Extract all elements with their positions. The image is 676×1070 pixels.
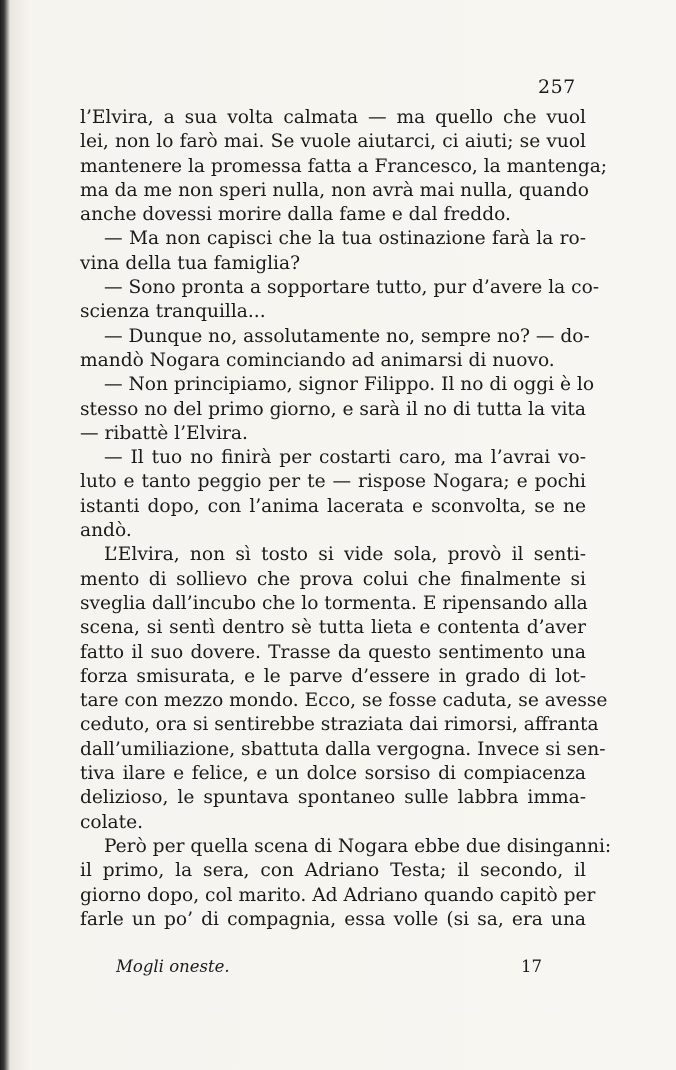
- text-line: vina della tua famiglia?: [80, 252, 301, 274]
- text-line: istanti dopo, con l’anima lacerata e sconvolta, se ne: [80, 495, 586, 517]
- text-line: L’Elvira, non sì tosto si vide sola, provò il senti-: [104, 544, 586, 566]
- page-number: 257: [538, 76, 576, 98]
- signature-mark: 17: [521, 957, 542, 976]
- text-line: andò.: [80, 520, 132, 542]
- text-line: l’Elvira, a sua volta calmata — ma quello che vuol: [80, 107, 586, 128]
- text-line: tiva ilare e felice, e un dolce sorsiso di compiacenza: [80, 763, 586, 785]
- text-line: dall’umiliazione, sbattuta dalla vergogna. Invece si sen-: [80, 738, 606, 760]
- text-line: — ribattè l’Elvira.: [80, 422, 248, 444]
- text-line: luto e tanto peggio per te — rispose Nogara; e pochi: [80, 471, 586, 493]
- text-line: — Dunque no, assolutamente no, sempre no? — do-: [104, 325, 590, 347]
- text-line: scienza tranquilla...: [80, 301, 266, 323]
- text-line: delizioso, le spuntava spontaneo sulle labbra imma-: [80, 787, 586, 809]
- text-line: sveglia dall’incubo che lo tormenta. E ripensando alla: [80, 592, 588, 614]
- text-line: farle un po’ di compagnia, essa volle (si sa, era una: [80, 908, 586, 930]
- text-line: colate.: [80, 811, 144, 833]
- text-line: Però per quella scena di Nogara ebbe due disinganni:: [104, 835, 612, 857]
- text-line: ceduto, ora si sentirebbe straziata dai rimorsi, affranta: [80, 714, 599, 736]
- text-line: fatto il suo dovere. Trasse da questo sentimento una: [80, 641, 586, 663]
- text-line: — Il tuo no finirà per costarti caro, ma l’avrai vo-: [104, 447, 586, 469]
- body-text: [80, 106, 612, 932]
- running-title: Mogli oneste.: [116, 957, 230, 976]
- text-line: mento di sollievo che prova colui che finalmente si: [80, 568, 586, 590]
- text-line: — Ma non capisci che la tua ostinazione farà la ro-: [104, 228, 586, 250]
- text-line: — Sono pronta a sopportare tutto, pur d’avere la co-: [104, 277, 600, 299]
- text-line: lei, non lo farò mai. Se vuole aiutarci, ci aiuti; se vuol: [80, 131, 586, 153]
- text-line: tare con mezzo mondo. Ecco, se fosse caduta, se avesse: [80, 690, 608, 712]
- text-line: forza smisurata, e le parve d’essere in grado di lot-: [80, 665, 586, 687]
- text-line: stesso no del primo giorno, e sarà il no di tutta la vita: [80, 398, 586, 420]
- text-line: mandò Nogara cominciando ad animarsi di nuovo.: [80, 349, 555, 371]
- text-line: mantenere la promessa fatta a Francesco, la mantenga;: [80, 155, 608, 177]
- text-line: anche dovessi morire dalla fame e dal freddo.: [80, 204, 511, 226]
- text-line: — Non principiamo, signor Filippo. Il no di oggi è lo: [104, 374, 595, 396]
- text-line: ma da me non speri nulla, non avrà mai nulla, quando: [80, 179, 589, 201]
- text-line: giorno dopo, col marito. Ad Adriano quando capitò per: [80, 884, 596, 906]
- text-line: scena, si sentì dentro sè tutta lieta e contenta d’aver: [80, 617, 586, 639]
- text-line: il primo, la sera, con Adriano Testa; il secondo, il: [80, 860, 586, 882]
